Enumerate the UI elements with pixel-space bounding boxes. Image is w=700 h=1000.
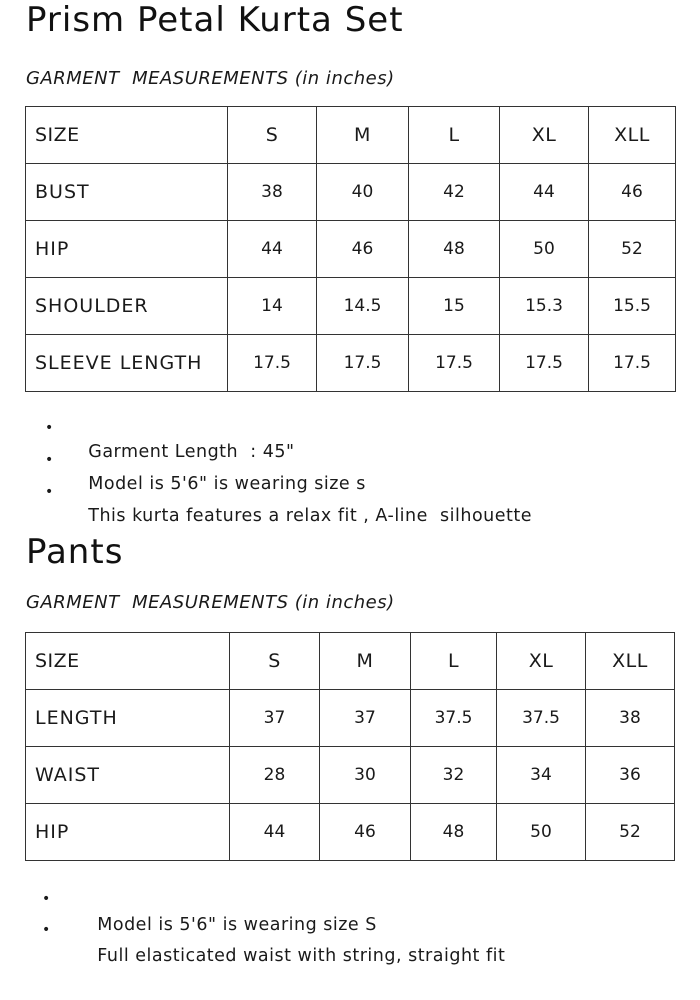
table-cell: 38 [586,690,675,747]
table-cell: 15.3 [500,278,589,335]
bullet-icon: • [45,452,54,468]
list-item [45,416,532,462]
table-cell: 37 [320,690,411,747]
header-cell-xll: XLL [586,633,675,690]
table-row-waist [26,747,675,804]
table-cell: 50 [497,804,586,861]
row-label: SLEEVE LENGTH [26,335,228,392]
table-cell: 38 [228,164,317,221]
note-text: Model is 5'6" is wearing size S [97,915,377,935]
list-item [42,917,506,966]
table-cell: 17.5 [228,335,317,392]
table-cell: 40 [317,164,409,221]
table-cell: 17.5 [589,335,676,392]
row-label: LENGTH [26,690,230,747]
table-cell: 46 [320,804,411,861]
table-cell: 32 [411,747,497,804]
kurta-notes-list [45,416,533,526]
table-cell: 37.5 [497,690,586,747]
table-cell: 34 [497,747,586,804]
header-cell-size: SIZE [26,107,228,164]
pants-size-table [25,632,675,861]
header-cell-s: S [228,107,317,164]
table-cell: 30 [320,747,411,804]
note-text: Full elasticated waist with string, straight fit [97,946,506,966]
header-cell-xl: XL [500,107,589,164]
table-cell: 44 [230,804,320,861]
table-cell: 37.5 [411,690,497,747]
table-cell: 17.5 [500,335,589,392]
row-label: BUST [26,164,228,221]
table-cell: 52 [586,804,675,861]
table-cell: 36 [586,747,675,804]
table-cell: 28 [230,747,320,804]
list-item [45,480,533,526]
note-text: Garment Length : 45" [88,442,295,462]
table-header-row [26,107,676,164]
table-cell: 17.5 [317,335,409,392]
bullet-icon: • [45,484,54,500]
table-header-row [26,633,675,690]
list-item [45,448,532,494]
header-cell-l: L [411,633,497,690]
table-row-length [26,690,675,747]
header-cell-m: M [320,633,411,690]
table-row-shoulder [26,278,676,335]
bullet-icon: • [42,891,51,907]
table-row-bust [26,164,676,221]
table-cell: 44 [228,221,317,278]
row-label: HIP [26,804,230,861]
header-cell-xl: XL [497,633,586,690]
bullet-icon: • [42,922,51,938]
table-cell: 14.5 [317,278,409,335]
pants-title: Pants [26,532,124,572]
header-cell-l: L [409,107,500,164]
table-cell: 37 [230,690,320,747]
table-row-hip [26,804,675,861]
table-cell: 52 [589,221,676,278]
note-text: Model is 5'6" is wearing size s [88,474,366,494]
kurta-title: Prism Petal Kurta Set [26,0,404,40]
kurta-size-table [25,106,676,392]
header-cell-s: S [230,633,320,690]
table-cell: 15 [409,278,500,335]
header-cell-xll: XLL [589,107,676,164]
table-cell: 48 [411,804,497,861]
table-cell: 50 [500,221,589,278]
table-row-sleeve-length [26,335,676,392]
table-cell: 17.5 [409,335,500,392]
pants-notes-list [42,886,506,966]
list-item [42,886,505,935]
header-cell-m: M [317,107,409,164]
table-row-hip [26,221,676,278]
table-cell: 14 [228,278,317,335]
table-cell: 44 [500,164,589,221]
kurta-measurements-subtitle: GARMENT MEASUREMENTS (in inches) [26,68,395,89]
table-cell: 46 [317,221,409,278]
table-cell: 46 [589,164,676,221]
bullet-icon: • [45,420,54,436]
row-label: WAIST [26,747,230,804]
table-cell: 48 [409,221,500,278]
pants-measurements-subtitle: GARMENT MEASUREMENTS (in inches) [26,592,395,613]
row-label: HIP [26,221,228,278]
note-text: This kurta features a relax fit , A-line silhouette [88,506,533,526]
table-cell: 42 [409,164,500,221]
row-label: SHOULDER [26,278,228,335]
header-cell-size: SIZE [26,633,230,690]
table-cell: 15.5 [589,278,676,335]
